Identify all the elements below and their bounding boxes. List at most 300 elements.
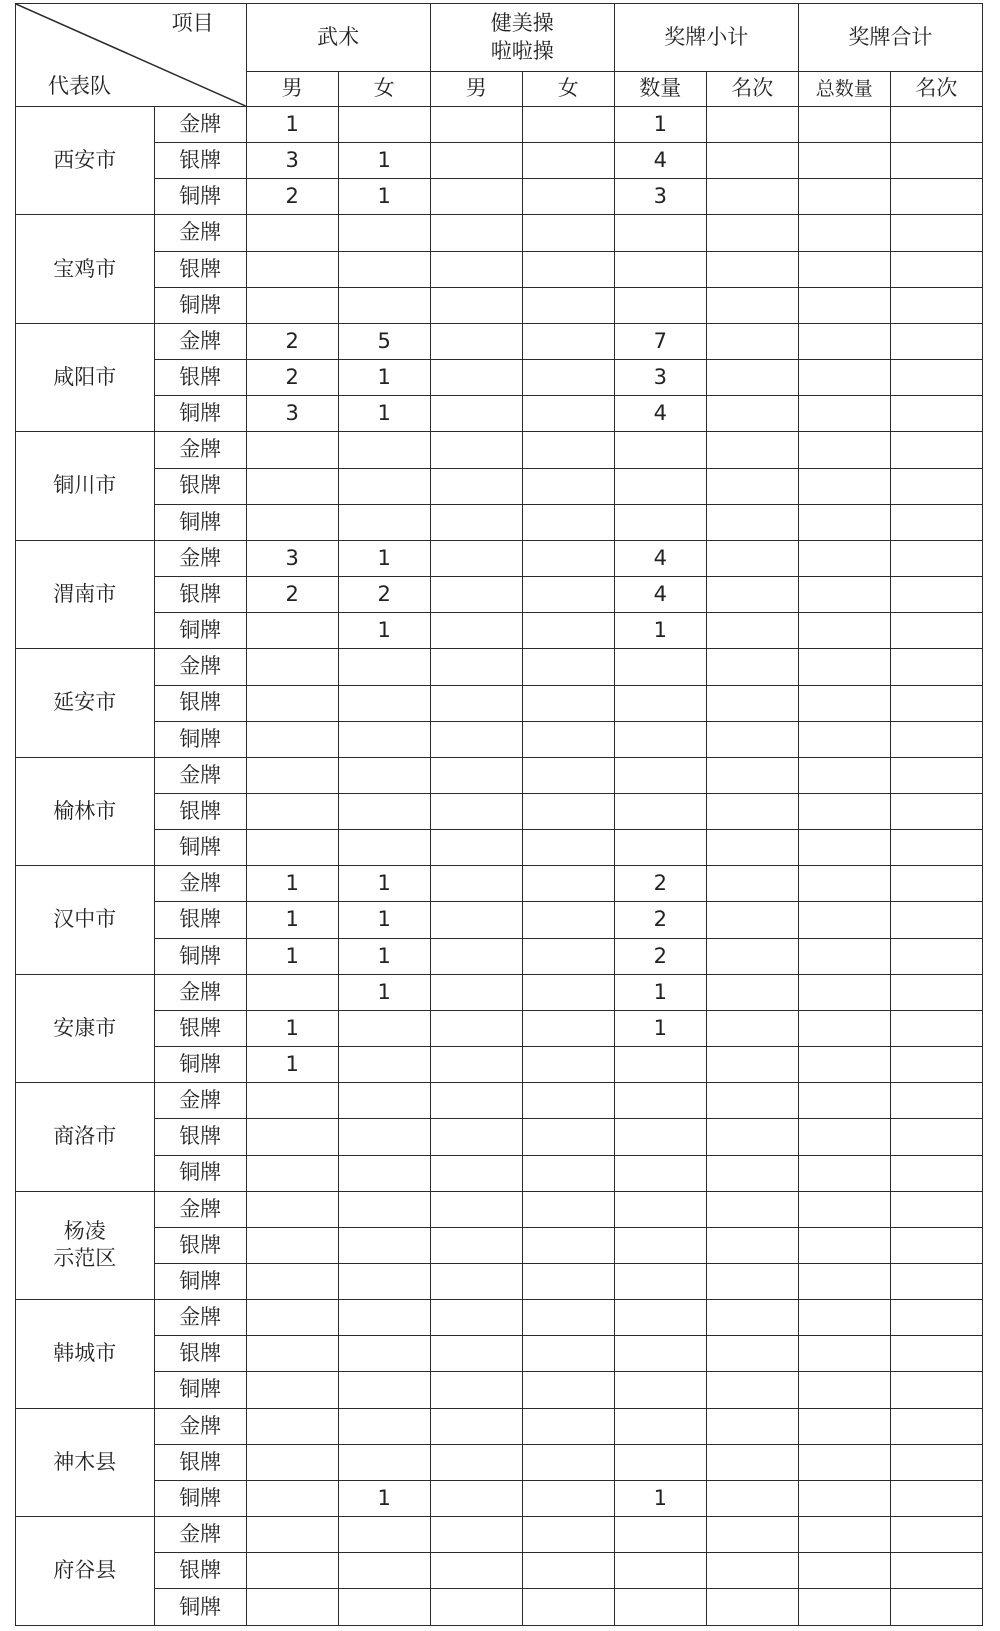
table-cell: 4: [614, 396, 706, 432]
table-cell: [706, 1408, 798, 1444]
table-cell: 1: [338, 396, 430, 432]
table-cell: [522, 432, 614, 468]
table-cell: [246, 1553, 338, 1589]
medal-type-label: 铜牌: [154, 1589, 246, 1626]
medal-type-label: 银牌: [154, 1119, 246, 1155]
table-cell: [706, 1444, 798, 1480]
table-cell: [430, 1119, 522, 1155]
table-cell: [798, 1300, 890, 1336]
table-cell: [890, 540, 982, 576]
table-row: [16, 1300, 983, 1336]
table-cell: [522, 215, 614, 251]
table-cell: [890, 1553, 982, 1589]
table-cell: [706, 1047, 798, 1083]
table-cell: [338, 432, 430, 468]
table-cell: [430, 793, 522, 829]
table-cell: 1: [614, 1480, 706, 1516]
table-cell: [706, 1191, 798, 1227]
table-cell: [246, 1336, 338, 1372]
table-cell: 2: [246, 323, 338, 359]
table-row: [16, 757, 983, 793]
table-cell: [890, 396, 982, 432]
table-cell: [798, 1480, 890, 1516]
table-cell: [338, 721, 430, 757]
table-cell: 3: [246, 143, 338, 179]
table-cell: [246, 1300, 338, 1336]
table-cell: [246, 504, 338, 540]
medal-type-label: 金牌: [154, 1191, 246, 1227]
table-cell: [890, 1191, 982, 1227]
table-cell: [246, 251, 338, 287]
table-cell: [522, 323, 614, 359]
table-cell: [522, 974, 614, 1010]
medal-type-label: 铜牌: [154, 504, 246, 540]
table-cell: [430, 360, 522, 396]
table-cell: 1: [246, 866, 338, 902]
table-cell: [890, 1372, 982, 1408]
table-cell: [522, 360, 614, 396]
medal-type-label: 金牌: [154, 1083, 246, 1119]
table-cell: [522, 1480, 614, 1516]
table-row: [16, 1336, 983, 1372]
table-cell: [798, 107, 890, 143]
table-cell: [614, 1444, 706, 1480]
table-cell: [338, 793, 430, 829]
table-cell: [430, 866, 522, 902]
table-cell: [890, 830, 982, 866]
table-cell: 3: [246, 396, 338, 432]
table-row: [16, 1047, 983, 1083]
table-cell: 1: [338, 360, 430, 396]
table-row: [16, 1227, 983, 1263]
table-cell: [522, 107, 614, 143]
table-cell: [522, 830, 614, 866]
table-cell: [430, 1336, 522, 1372]
table-row: [16, 215, 983, 251]
table-cell: [430, 468, 522, 504]
table-cell: [430, 757, 522, 793]
medal-type-label: 铜牌: [154, 179, 246, 215]
table-cell: [798, 938, 890, 974]
table-cell: [798, 1119, 890, 1155]
team-name: 汉中市: [16, 866, 155, 974]
table-cell: [522, 179, 614, 215]
table-cell: [706, 974, 798, 1010]
table-cell: [890, 721, 982, 757]
table-cell: [338, 830, 430, 866]
table-cell: [430, 1227, 522, 1263]
table-cell: 1: [614, 974, 706, 1010]
table-cell: [430, 649, 522, 685]
group-header-aerobics-text: 健美操 啦啦操: [490, 11, 554, 63]
medal-type-label: 银牌: [154, 1553, 246, 1589]
table-cell: 7: [614, 323, 706, 359]
table-cell: [522, 866, 614, 902]
table-cell: [338, 757, 430, 793]
table-cell: [246, 685, 338, 721]
table-cell: 1: [246, 1047, 338, 1083]
table-cell: [798, 143, 890, 179]
table-cell: [614, 1047, 706, 1083]
table-cell: [246, 830, 338, 866]
table-row: [16, 793, 983, 829]
table-cell: [798, 1191, 890, 1227]
subheader-rank: 名次: [890, 72, 982, 107]
table-cell: [430, 902, 522, 938]
table-cell: 1: [614, 1010, 706, 1046]
table-cell: [338, 1336, 430, 1372]
team-name: 韩城市: [16, 1300, 155, 1408]
table-cell: [338, 1553, 430, 1589]
medal-type-label: 铜牌: [154, 1480, 246, 1516]
medal-type-label: 铜牌: [154, 721, 246, 757]
table-cell: 2: [246, 577, 338, 613]
table-cell: [798, 721, 890, 757]
table-cell: [798, 251, 890, 287]
subheader-count: 数量: [614, 72, 706, 107]
table-cell: [890, 251, 982, 287]
team-name: 安康市: [16, 974, 155, 1082]
table-row: [16, 1119, 983, 1155]
table-cell: [706, 107, 798, 143]
table-cell: [338, 1010, 430, 1046]
table-cell: [798, 468, 890, 504]
table-row: [16, 468, 983, 504]
table-row: [16, 685, 983, 721]
table-cell: [614, 793, 706, 829]
medal-type-label: 银牌: [154, 1010, 246, 1046]
table-cell: [522, 1372, 614, 1408]
table-cell: [614, 721, 706, 757]
table-cell: [890, 649, 982, 685]
table-cell: 1: [338, 143, 430, 179]
table-cell: [522, 1191, 614, 1227]
medal-type-label: 金牌: [154, 757, 246, 793]
table-cell: [522, 1155, 614, 1191]
table-row: [16, 577, 983, 613]
table-cell: [706, 287, 798, 323]
table-cell: [890, 1047, 982, 1083]
table-cell: 1: [338, 938, 430, 974]
table-cell: [890, 215, 982, 251]
table-cell: [246, 1408, 338, 1444]
table-cell: [614, 1589, 706, 1626]
medal-type-label: 银牌: [154, 793, 246, 829]
table-cell: [798, 1517, 890, 1553]
table-cell: [522, 1553, 614, 1589]
table-cell: [614, 504, 706, 540]
table-body: [16, 107, 983, 1626]
table-cell: 1: [614, 613, 706, 649]
table-cell: [614, 1408, 706, 1444]
table-cell: [430, 613, 522, 649]
table-row: [16, 1480, 983, 1516]
table-cell: [338, 1300, 430, 1336]
table-cell: [430, 1155, 522, 1191]
table-cell: [706, 1155, 798, 1191]
table-cell: 2: [614, 866, 706, 902]
table-cell: [798, 866, 890, 902]
team-name: 铜川市: [16, 432, 155, 540]
table-cell: [706, 1300, 798, 1336]
table-cell: [522, 396, 614, 432]
table-row: [16, 974, 983, 1010]
team-name: 西安市: [16, 107, 155, 215]
table-cell: [706, 143, 798, 179]
table-cell: [522, 1408, 614, 1444]
medal-type-label: 银牌: [154, 143, 246, 179]
table-cell: [522, 1517, 614, 1553]
medal-type-label: 金牌: [154, 1300, 246, 1336]
medal-type-label: 银牌: [154, 1444, 246, 1480]
table-cell: [430, 974, 522, 1010]
table-cell: [522, 613, 614, 649]
table-cell: [246, 1444, 338, 1480]
table-cell: [338, 1191, 430, 1227]
table-cell: [338, 1083, 430, 1119]
table-cell: 1: [246, 938, 338, 974]
table-cell: [614, 1119, 706, 1155]
table-cell: [338, 1155, 430, 1191]
table-cell: [246, 1517, 338, 1553]
table-cell: [430, 1047, 522, 1083]
table-cell: 1: [338, 902, 430, 938]
team-name: 府谷县: [16, 1517, 155, 1626]
table-cell: [430, 577, 522, 613]
table-cell: [522, 540, 614, 576]
table-cell: [890, 432, 982, 468]
table-cell: [430, 215, 522, 251]
table-cell: [338, 107, 430, 143]
table-cell: [246, 1372, 338, 1408]
subheader-male: 男: [246, 72, 338, 107]
medal-type-label: 银牌: [154, 468, 246, 504]
subheader-male: 男: [430, 72, 522, 107]
table-cell: [798, 1083, 890, 1119]
table-cell: [798, 504, 890, 540]
table-cell: [246, 1589, 338, 1626]
table-row: [16, 830, 983, 866]
table-row: [16, 504, 983, 540]
table-cell: [614, 1227, 706, 1263]
table-cell: [706, 685, 798, 721]
table-cell: [614, 757, 706, 793]
table-cell: [890, 107, 982, 143]
table-cell: [522, 577, 614, 613]
table-cell: [614, 251, 706, 287]
table-cell: [430, 1444, 522, 1480]
table-cell: 1: [338, 974, 430, 1010]
table-cell: [522, 1010, 614, 1046]
medal-type-label: 铜牌: [154, 613, 246, 649]
table-cell: [706, 396, 798, 432]
table-cell: [430, 685, 522, 721]
table-cell: [706, 1119, 798, 1155]
table-cell: [430, 1191, 522, 1227]
table-cell: [890, 1010, 982, 1046]
table-cell: 1: [338, 540, 430, 576]
table-cell: [890, 1083, 982, 1119]
table-cell: [798, 974, 890, 1010]
medal-type-label: 金牌: [154, 1517, 246, 1553]
subheader-rank: 名次: [706, 72, 798, 107]
table-cell: [890, 1336, 982, 1372]
table-cell: [890, 974, 982, 1010]
table-cell: [338, 685, 430, 721]
table-cell: [706, 179, 798, 215]
table-cell: [522, 504, 614, 540]
table-cell: [338, 468, 430, 504]
table-cell: [430, 1589, 522, 1626]
medal-type-label: 银牌: [154, 1336, 246, 1372]
medal-type-label: 金牌: [154, 323, 246, 359]
table-cell: [706, 902, 798, 938]
table-cell: 1: [246, 107, 338, 143]
header-team-label: 代表队: [48, 73, 111, 98]
table-cell: [338, 1517, 430, 1553]
table-cell: [522, 1589, 614, 1626]
table-cell: [246, 432, 338, 468]
table-cell: [890, 179, 982, 215]
table-cell: [430, 1517, 522, 1553]
table-cell: [522, 793, 614, 829]
table-cell: [522, 251, 614, 287]
table-cell: [706, 830, 798, 866]
table-cell: [338, 1264, 430, 1300]
table-row: [16, 1372, 983, 1408]
table-cell: [890, 1480, 982, 1516]
table-cell: 2: [246, 360, 338, 396]
table-cell: [246, 1191, 338, 1227]
table-cell: [246, 1119, 338, 1155]
table-cell: 4: [614, 143, 706, 179]
table-cell: [614, 1264, 706, 1300]
table-cell: [706, 649, 798, 685]
table-cell: [430, 938, 522, 974]
table-cell: 4: [614, 540, 706, 576]
subheader-female: 女: [338, 72, 430, 107]
table-row: [16, 396, 983, 432]
medal-type-label: 银牌: [154, 902, 246, 938]
table-cell: [522, 1264, 614, 1300]
table-cell: 1: [246, 1010, 338, 1046]
table-cell: [798, 1336, 890, 1372]
table-cell: 2: [614, 938, 706, 974]
table-cell: [338, 504, 430, 540]
medal-type-label: 金牌: [154, 107, 246, 143]
table-cell: [430, 251, 522, 287]
table-cell: [522, 1300, 614, 1336]
subheader-total-count: 总数量: [798, 72, 890, 107]
table-cell: [798, 1227, 890, 1263]
table-cell: 3: [614, 360, 706, 396]
table-cell: [890, 613, 982, 649]
table-cell: [890, 1119, 982, 1155]
table-cell: [614, 1083, 706, 1119]
medal-type-label: 银牌: [154, 251, 246, 287]
team-name: 榆林市: [16, 757, 155, 865]
table-cell: [246, 974, 338, 1010]
table-row: [16, 1589, 983, 1626]
table-cell: [430, 323, 522, 359]
team-name: 杨凌 示范区: [16, 1191, 155, 1299]
table-cell: [522, 721, 614, 757]
table-cell: [798, 432, 890, 468]
table-cell: [614, 468, 706, 504]
table-cell: [614, 649, 706, 685]
table-cell: [614, 1155, 706, 1191]
table-cell: [522, 757, 614, 793]
table-cell: [430, 1300, 522, 1336]
table-cell: [798, 793, 890, 829]
diagonal-header-cell: [16, 4, 247, 107]
medal-type-label: 铜牌: [154, 830, 246, 866]
medal-type-label: 银牌: [154, 685, 246, 721]
table-cell: [706, 468, 798, 504]
table-cell: [430, 107, 522, 143]
team-name: 渭南市: [16, 540, 155, 648]
table-row: [16, 1517, 983, 1553]
table-cell: [706, 613, 798, 649]
team-name: 商洛市: [16, 1083, 155, 1191]
table-row: [16, 179, 983, 215]
table-cell: [246, 287, 338, 323]
table-cell: [246, 793, 338, 829]
table-cell: 2: [246, 179, 338, 215]
table-cell: [430, 504, 522, 540]
table-cell: [798, 649, 890, 685]
table-cell: [614, 1300, 706, 1336]
medal-type-label: 金牌: [154, 866, 246, 902]
table-cell: [246, 649, 338, 685]
table-cell: [890, 504, 982, 540]
table-cell: [246, 1227, 338, 1263]
table-cell: [798, 1155, 890, 1191]
group-header-aerobics: [430, 4, 614, 72]
table-cell: [614, 432, 706, 468]
table-cell: 4: [614, 577, 706, 613]
table-cell: [798, 830, 890, 866]
table-cell: 1: [338, 179, 430, 215]
table-cell: [338, 1589, 430, 1626]
medal-type-label: 银牌: [154, 577, 246, 613]
table-cell: 3: [614, 179, 706, 215]
table-cell: [246, 757, 338, 793]
table-cell: [706, 504, 798, 540]
table-cell: [522, 938, 614, 974]
table-cell: [522, 649, 614, 685]
table-cell: [706, 938, 798, 974]
table-cell: [614, 1553, 706, 1589]
table-cell: [798, 577, 890, 613]
table-cell: [706, 540, 798, 576]
table-cell: [890, 1300, 982, 1336]
table-row: [16, 1191, 983, 1227]
medal-type-label: 铜牌: [154, 1264, 246, 1300]
table-cell: [798, 1264, 890, 1300]
medal-table: [15, 3, 983, 1626]
table-cell: [430, 1408, 522, 1444]
medal-type-label: 银牌: [154, 1227, 246, 1263]
table-cell: [430, 1083, 522, 1119]
table-cell: 5: [338, 323, 430, 359]
table-cell: [430, 540, 522, 576]
table-cell: [890, 1155, 982, 1191]
table-cell: 1: [614, 107, 706, 143]
medal-type-label: 银牌: [154, 360, 246, 396]
table-row: [16, 143, 983, 179]
table-cell: [798, 179, 890, 215]
